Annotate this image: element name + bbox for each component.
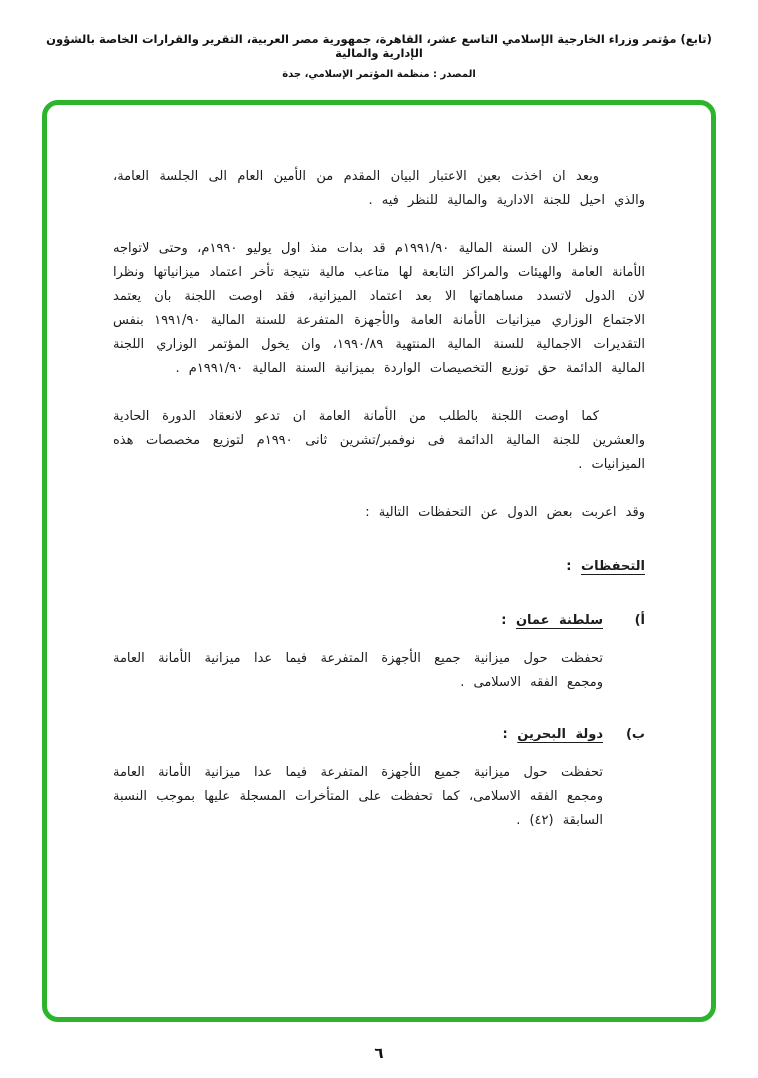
page-number: ٦ [374, 1044, 384, 1062]
item-title: سلطنة عمان [515, 613, 603, 628]
item-title: دولة البحرين [517, 727, 603, 742]
item-content [113, 609, 603, 695]
header-title: (تابع) مؤتمر وزراء الخارجية الإسلامي التاسع عشر، القاهرة، جمهورية مصر العربية، التقرير والقرارات الخاصة بالشؤون الإدارية والمالية [46, 32, 712, 60]
item-title-row [113, 723, 603, 747]
paragraph-3: كما اوصت اللجنة بالطلب من الأمانة العامة ان تدعو لانعقاد الدورة الحادية والعشرين للجنة المالية الدائمة فى نوفمبر/تشرين ثانى ١٩٩٠م لتوزيع مخصصات هذه الميزانيات . [113, 409, 646, 472]
paragraph-1: وبعد ان اخذت بعين الاعتبار البيان المقدم من الأمين العام الى الجلسة العامة، والذي احيل للجنة الادارية والمالية للنظر فيه . [113, 169, 645, 208]
item-marker: ب) [625, 727, 645, 742]
item-body: تحفظت حول ميزانية جميع الأجهزة المتفرعة فيما عدا ميزانية الأمانة العامة ومجمع الفقه الاسلامى . [113, 651, 603, 690]
reservations-heading-colon: : [566, 559, 572, 574]
paragraph-4: وقد اعربت بعض الدول عن التحفظات التالية : [365, 505, 645, 520]
document-body [47, 105, 711, 833]
reservation-item-oman [113, 609, 645, 695]
item-title-colon: : [502, 727, 508, 742]
header-source: المصدر : منظمة المؤتمر الإسلامي، جدة [282, 69, 476, 80]
page-header [0, 0, 758, 80]
paragraph-2: ونظرا لان السنة المالية ١٩٩١/٩٠م قد بدات منذ اول يوليو ١٩٩٠م، وحتى لاتواجه الأمانة العامة والهيئات والمراكز التابعة لها متاعب مالية نتيجة تأخر اعتماد ميزانياتها ونظرا لان الدول لاتسدد مساهماتها الا بعد اعتماد الميزانية، فقد اوصت اللجنة بان يعتمد الاجتماع الوزاري ميزانيات الأمانة العامة والأجهزة المتفرعة للسنة المالية ١٩٩١/٩٠ بنفس التقديرات الاجمالية للسنة المالية المنتهية ١٩٩٠/٨٩، وان يخول المؤتمر الوزاري اللجنة المالية الدائمة حق توزيع التخصيصات الواردة بميزانية السنة المالية ١٩٩١/٩٠م . [113, 241, 645, 376]
item-title-colon: : [501, 613, 507, 628]
item-marker: أ) [634, 613, 645, 628]
green-border-frame [42, 100, 716, 1022]
item-title-row [113, 609, 603, 633]
item-content [113, 723, 603, 833]
reservations-heading-text: التحفظات [581, 559, 645, 574]
reservations-heading [113, 555, 645, 579]
item-body: تحفظت حول ميزانية جميع الأجهزة المتفرعة فيما عدا ميزانية الأمانة العامة ومجمع الفقه الاسلامى، كما تحفظت على المتأخرات المسجلة عليها بموجب النسبة السابقة (٤٢) . [113, 765, 603, 828]
reservation-item-bahrain [113, 723, 645, 833]
